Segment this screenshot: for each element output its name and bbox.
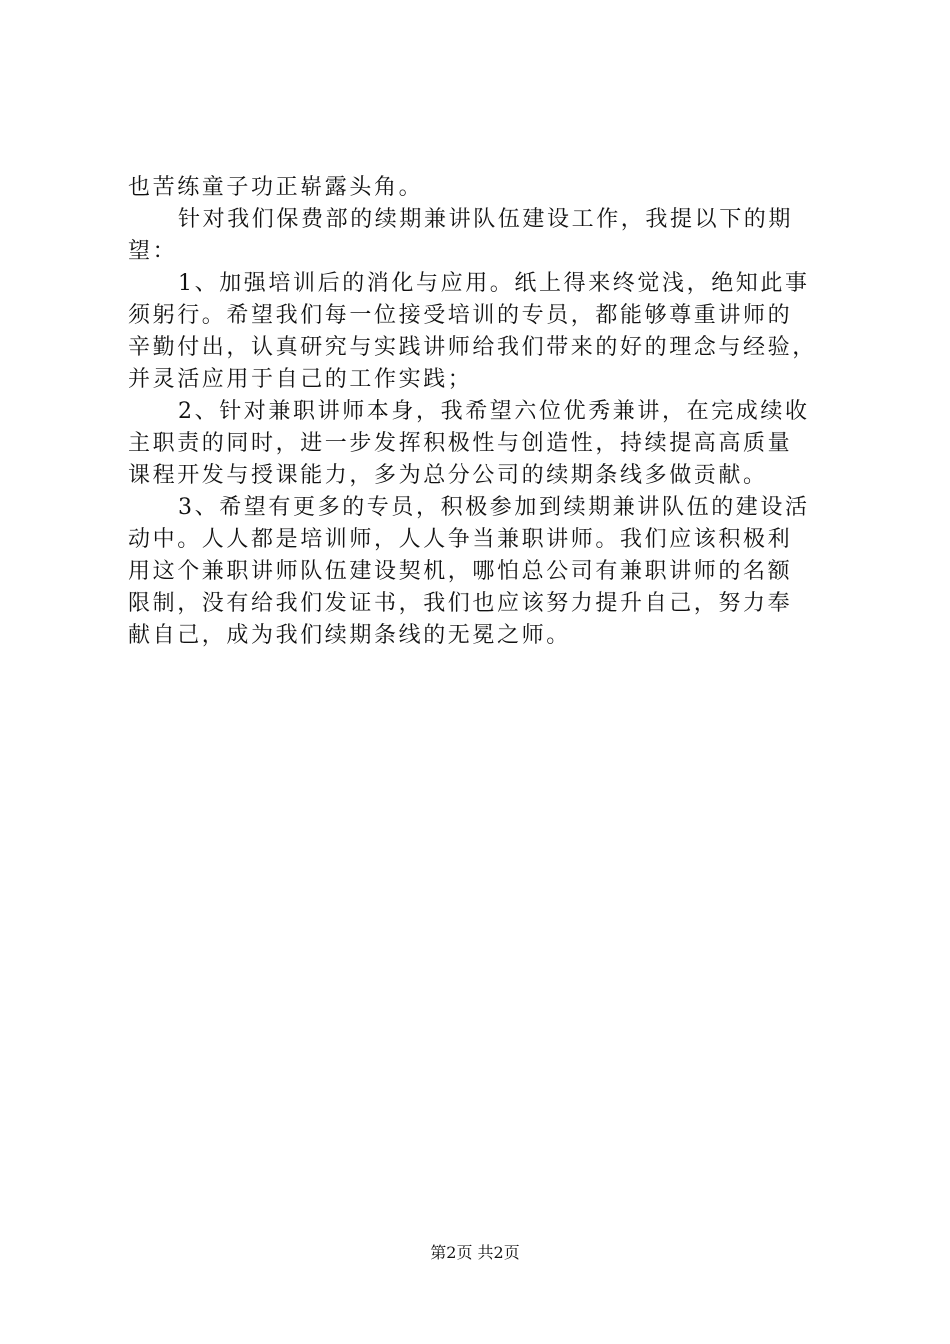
text-line: 限制，没有给我们发证书，我们也应该努力提升自己，努力奉 [128,591,793,616]
text-line: 针对我们保费部的续期兼讲队伍建设工作，我提以下的期 [178,207,794,232]
document-body [128,172,840,652]
text-line: 1、加强培训后的消化与应用。纸上得来终觉浅，绝知此事 [178,271,810,296]
text-line: 也苦练童子功正崭露头角。 [128,175,424,200]
text-line: 课程开发与授课能力，多为总分公司的续期条线多做贡献。 [128,463,768,488]
text-line: 用这个兼职讲师队伍建设契机，哪怕总公司有兼职讲师的名额 [128,559,793,584]
text-line: 主职责的同时，进一步发挥积极性与创造性，持续提高高质量 [128,431,793,456]
text-line: 并灵活应用于自己的工作实践； [128,367,473,392]
page-number-footer: 第2页 共2页 [430,1243,520,1262]
text-line: 辛勤付出，认真研究与实践讲师给我们带来的好的理念与经验， [128,335,817,360]
text-line: 须躬行。希望我们每一位接受培训的专员，都能够尊重讲师的 [128,303,793,328]
text-line: 献自己，成为我们续期条线的无冕之师。 [128,623,571,648]
text-line: 3、希望有更多的专员，积极参加到续期兼讲队伍的建设活 [178,495,810,520]
text-line: 动中。人人都是培训师，人人争当兼职讲师。我们应该积极利 [128,527,793,552]
text-line: 2、针对兼职讲师本身，我希望六位优秀兼讲，在完成续收 [178,399,810,424]
text-line: 望： [128,239,178,264]
